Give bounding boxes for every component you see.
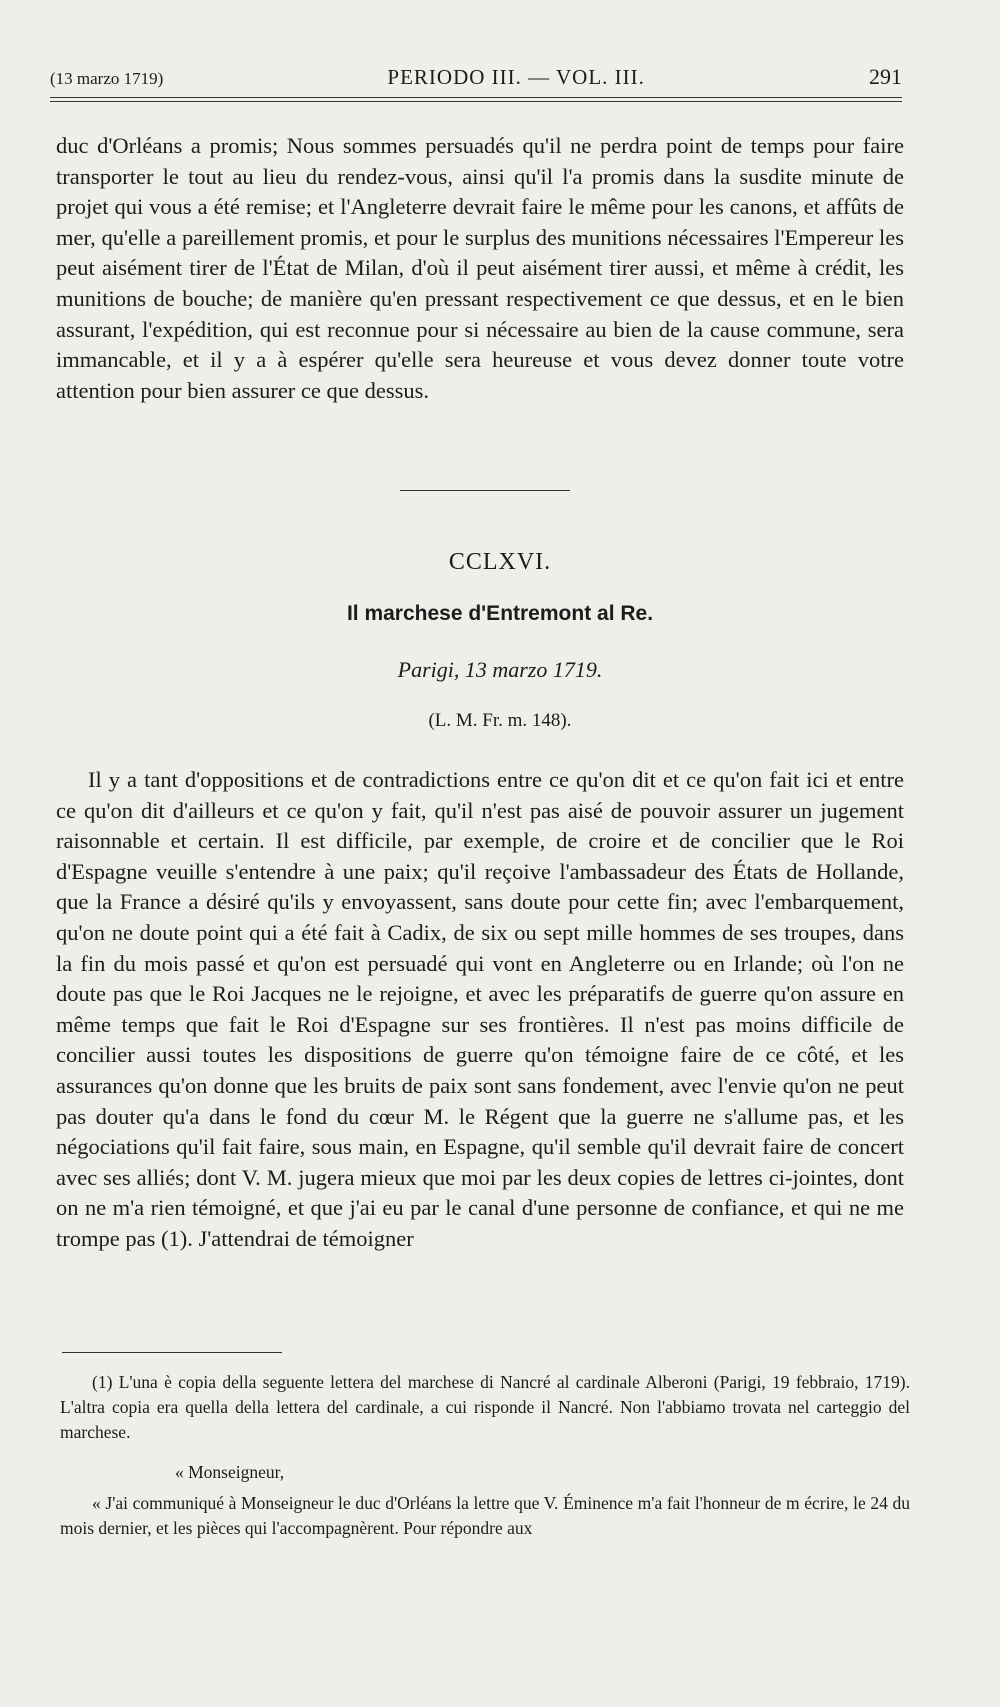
header-rule [50,97,902,98]
header-title: PERIODO III. — VOL. III. [387,65,645,89]
continued-text: duc d'Orléans a promis; Nous sommes persuadés qu'il ne perdra point de temps pour faire transporter le tout au lieu du rendez-vous, ainsi qu'il l'a promis dans la susdite minute de projet qui vous a été remise; et l'Angleterre devrait faire le même pour les canons, et affûts de mer, qu'elle a pareillement promis, et pour le surplus des munitions nécessaires l'Empereur les peut aisément tirer de l'État de Milan, d'où il peut aisément tirer aussi, et même à crédit, les munitions de bouche; de manière qu'en pressant respectivement ce que dessus, et en le bien assurant, l'expédition, qui est reconnue pour si nécessaire au bien de la cause commune, sera immancable, et il y a à espérer qu'elle sera heureuse et vous devez donner toute votre attention pour bien assurer ce que dessus. [56,133,904,403]
footnote-quote [60,1460,910,1541]
document-place-date: Parigi, 13 marzo 1719. [397,657,603,682]
footnotes [60,1370,910,1445]
letter-paragraph [56,765,904,1255]
running-header [50,64,902,90]
page-number: 291 [869,64,902,89]
document-source: (L. M. Fr. m. 148). [428,710,572,731]
footnote-quote-text: « J'ai communiqué à Monseigneur le duc d'Orléans la lettre que V. Éminence m'a fait l'honneur de m écrire, le 24 du mois dernier, et les pièces qui l'accompagnèrent. Pour répondre aux [60,1493,910,1538]
header-rule-double [50,101,902,102]
footnote-salutation: « Monseigneur, [175,1462,285,1482]
header-date: (13 marzo 1719) [50,69,164,88]
section-separator [400,490,570,491]
footnote-rule [62,1352,282,1353]
letter-text: Il y a tant d'oppositions et de contradictions entre ce qu'on dit et ce qu'on fait ici et entre ce qu'on dit d'ailleurs et ce qu'on y fait, qu'il n'est pas aisé de pouvoir assurer un jugement raisonnable et certain. Il est difficile, par exemple, de croire et de concilier que le Roi d'Espagne veuille s'entendre à une paix; qu'il reçoive l'ambassadeur des États de Hollande, que la France a désiré qu'ils y envoyassent, sans doute pour cette fin; avec l'embarquement, qu'on ne doute point qui a été fait à Cadix, de six ou sept mille hommes de ses troupes, dans la fin du mois passé et qu'on est persuadé qui vont en Angleterre ou en Irlande; où l'on ne doute pas que le Roi Jacques ne le rejoigne, et avec les préparatifs de guerre qu'on assure en même temps que fait le Roi d'Espagne sur ses frontières. Il n'est pas moins difficile de concilier aussi toutes les dispositions de guerre qu'on témoigne faire de ce côté, et les assurances qu'on donne que les bruits de paix sont sans fondement, avec l'envie qu'on ne peut pas douter qu'a dans le fond du cœur M. le Régent que la guerre ne s'allume pas, et les négociations qu'il fait faire, sous main, en Espagne, qu'il semble qu'il devrait faire de concert avec ses alliés; dont V. M. jugera mieux que moi par les deux copies de lettres ci-jointes, dont on ne m'a rien témoigné, et que j'ai eu par le canal d'une personne de confiance, et qui ne me trompe pas (1). J'attendrai de témoigner [56,767,904,1251]
continued-paragraph [56,131,904,406]
document-number: CCLXVI. [448,549,552,575]
document-title: Il marchese d'Entremont al Re. [346,602,654,625]
footnote-1: (1) L'una è copia della seguente lettera del marchese di Nancré al cardinale Alberoni (Parigi, 19 febbraio, 1719). L'altra copia era quella della lettera del cardinale, a cui risponde il Nancré. Non l'abbiamo trovata nel carteggio del marchese. [60,1372,910,1442]
